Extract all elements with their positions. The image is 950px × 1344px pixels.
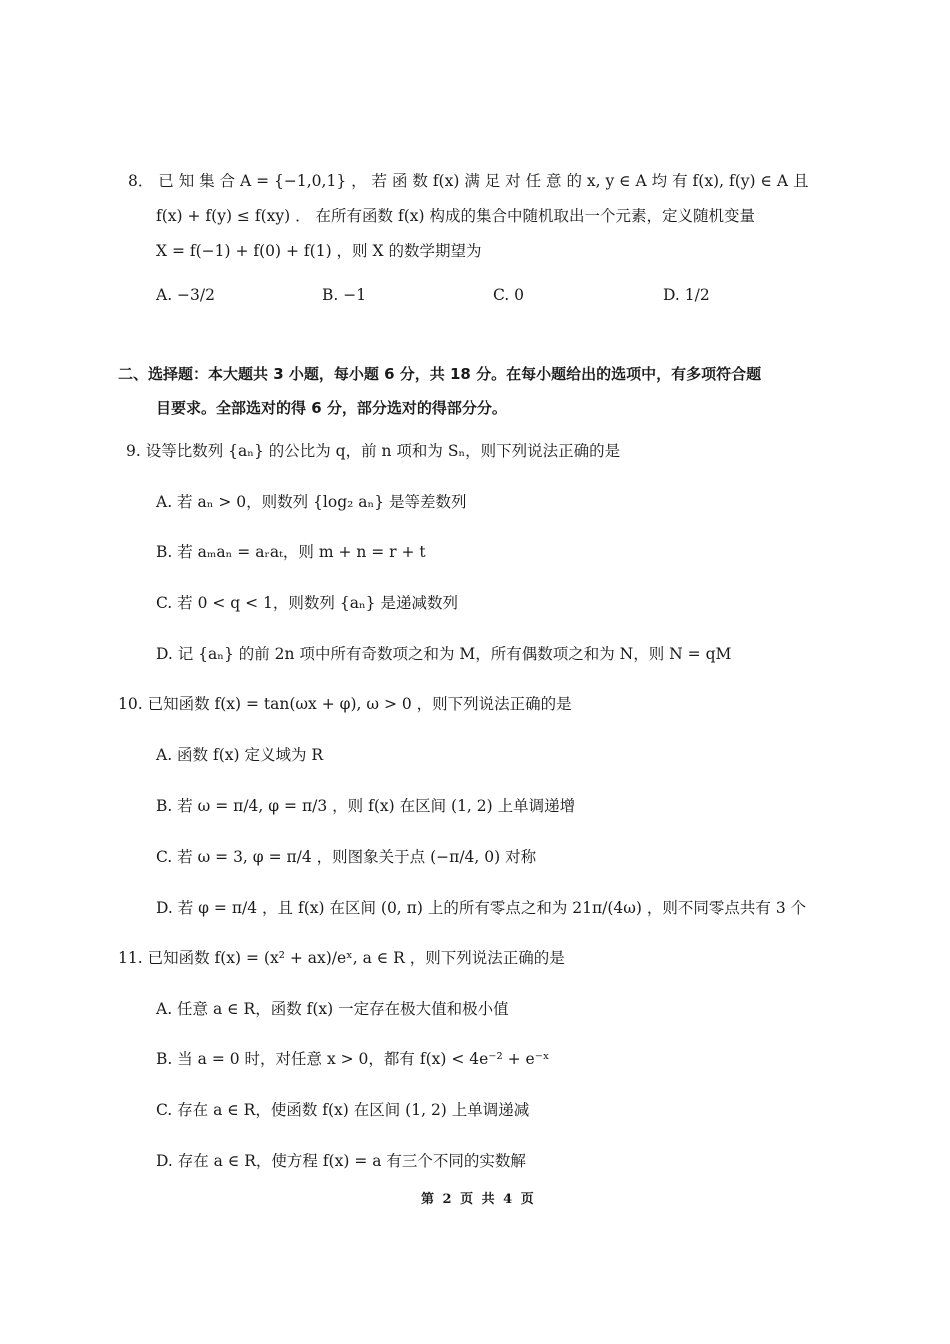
q9-option-a: A. 若 aₙ > 0，则数列 {log₂ aₙ} 是等差数列 [156,493,467,511]
q9-stem: 9. 设等比数列 {aₙ} 的公比为 q，前 n 项和为 Sₙ，则下列说法正确的是 [126,442,621,460]
q8-line-2: f(x) + f(y) ≤ f(xy) ． 在所有函数 f(x) 构成的集合中随机取出一个元素，定义随机变量 [156,207,755,225]
section-2-instructions: 目要求。全部选对的得 6 分，部分选对的得部分分。 [156,399,507,417]
page-footer: 第 2 页 共 4 页 [421,1192,536,1207]
q9-option-b: B. 若 aₘaₙ = aᵣaₜ，则 m + n = r + t [156,543,426,561]
q9-option-c: C. 若 0 < q < 1，则数列 {aₙ} 是递减数列 [156,594,458,612]
q11-option-c: C. 存在 a ∈ R，使函数 f(x) 在区间 (1, 2) 上单调递减 [156,1101,530,1119]
q8-line-3: X = f(−1) + f(0) + f(1) ，则 X 的数学期望为 [156,242,482,260]
q8-option-b: B. −1 [322,286,367,304]
q8-option-a: A. −3/2 [156,286,215,304]
q10-stem: 10. 已知函数 f(x) = tan(ωx + φ), ω > 0 ，则下列说法正确的是 [118,695,572,713]
q10-option-b: B. 若 ω = π/4, φ = π/3 ，则 f(x) 在区间 (1, 2) 上单调递增 [156,797,576,815]
q8-line-1: 8． 已 知 集 合 A = {−1,0,1} ， 若 函 数 f(x) 满 足 对 任 意 的 x, y ∈ A 均 有 f(x), f(y) ∈ A 且 [128,172,809,190]
q11-option-a: A. 任意 a ∈ R，函数 f(x) 一定存在极大值和极小值 [156,1000,509,1018]
q10-option-c: C. 若 ω = 3, φ = π/4 ，则图象关于点 (−π/4, 0) 对称 [156,848,537,866]
q10-option-d: D. 若 φ = π/4 ，且 f(x) 在区间 (0, π) 上的所有零点之和为 21π/(4ω) ，则不同零点共有 3 个 [156,899,807,917]
q9-option-d: D. 记 {aₙ} 的前 2n 项中所有奇数项之和为 M，所有偶数项之和为 N，则 N = qM [156,645,732,663]
q8-option-c: C. 0 [493,286,525,304]
q10-option-a: A. 函数 f(x) 定义域为 R [156,746,324,764]
q11-option-d: D. 存在 a ∈ R，使方程 f(x) = a 有三个不同的实数解 [156,1152,526,1170]
q11-option-b: B. 当 a = 0 时，对任意 x > 0，都有 f(x) < 4e⁻² + e⁻ˣ [156,1050,550,1068]
q11-stem: 11. 已知函数 f(x) = (x² + ax)/eˣ, a ∈ R ，则下列说法正确的是 [118,949,565,967]
section-2-heading: 二、选择题：本大题共 3 小题，每小题 6 分，共 18 分。在每小题给出的选项中，有多项符合题 [118,365,762,383]
q8-option-d: D. 1/2 [663,286,710,304]
